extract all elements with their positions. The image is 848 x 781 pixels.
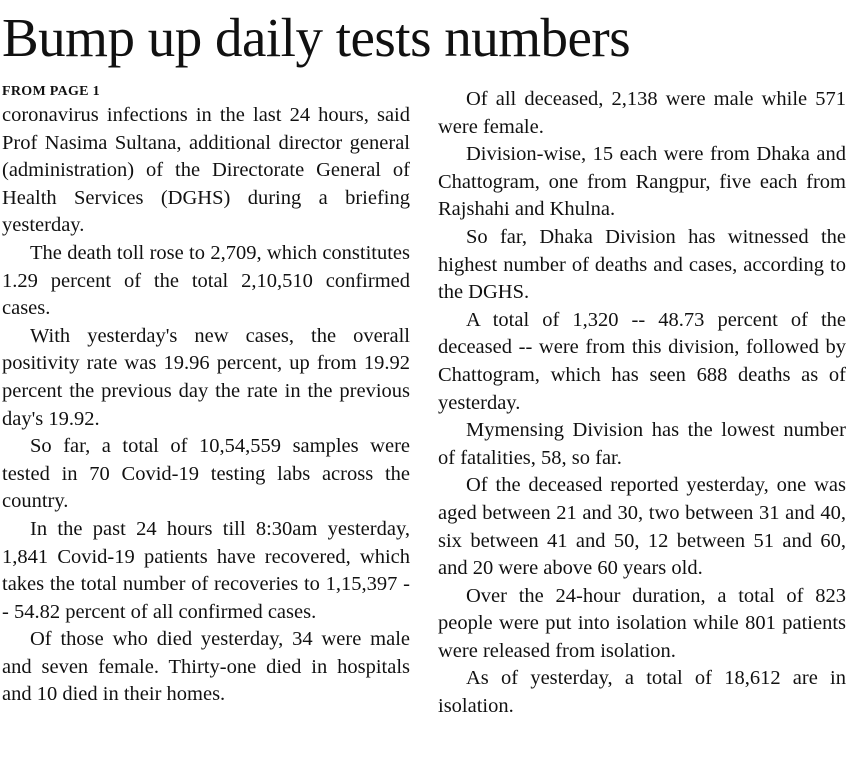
paragraph: Of the deceased reported yesterday, one was aged between 21 and 30, two between 31 and 40, six between 41 and 50, 12 between 51 and 60, and 20 were above 60 years old. — [438, 474, 846, 580]
paragraph: So far, Dhaka Division has witnessed the highest number of deaths and cases, according to the DGHS. — [438, 225, 846, 304]
paragraph: coronavirus infections in the last 24 hours, said Prof Nasima Sultana, additional director general (administration) of the Directorate General of Health Services (DGHS) during a briefing yesterday. — [2, 104, 410, 237]
article-column-left — [2, 82, 410, 709]
paragraph: As of yesterday, a total of 18,612 are in isolation. — [438, 667, 846, 718]
paragraph: Over the 24-hour duration, a total of 823 people were put into isolation while 801 patients were released from isolation. — [438, 584, 846, 662]
paragraph: So far, a total of 10,54,559 samples were tested in 70 Covid-19 testing labs across the country. — [2, 435, 410, 513]
paragraph: Of all deceased, 2,138 were male while 571 were female. — [438, 88, 846, 138]
paragraph: A total of 1,320 -- 48.73 percent of the deceased -- were from this division, followed by Chattogram, which has seen 688 deaths as of yesterday. — [438, 308, 846, 414]
paragraph: Mymensing Division has the lowest number of fatalities, 58, so far. — [438, 419, 846, 469]
paragraph: Of those who died yesterday, 34 were male and seven female. Thirty-one died in hospitals and 10 died in their homes. — [2, 628, 410, 706]
headline: Bump up daily tests numbers — [2, 7, 631, 68]
paragraph: The death toll rose to 2,709, which constitutes 1.29 percent of the total 2,10,510 confirmed cases. — [2, 241, 410, 320]
paragraph: In the past 24 hours till 8:30am yesterday, 1,841 Covid-19 patients have recovered, which takes the total number of recoveries to 1,15,397 -- 54.82 percent of all confirmed cases. — [2, 517, 410, 623]
article-column-right — [438, 86, 846, 721]
continuation-kicker: FROM PAGE 1 — [2, 84, 100, 99]
paragraph: With yesterday's new cases, the overall positivity rate was 19.96 percent, up from 19.92 percent the previous day the rate in the previous day's 19.92. — [2, 324, 410, 430]
paragraph: Division-wise, 15 each were from Dhaka and Chattogram, one from Rangpur, five each from Rajshahi and Khulna. — [438, 143, 846, 221]
